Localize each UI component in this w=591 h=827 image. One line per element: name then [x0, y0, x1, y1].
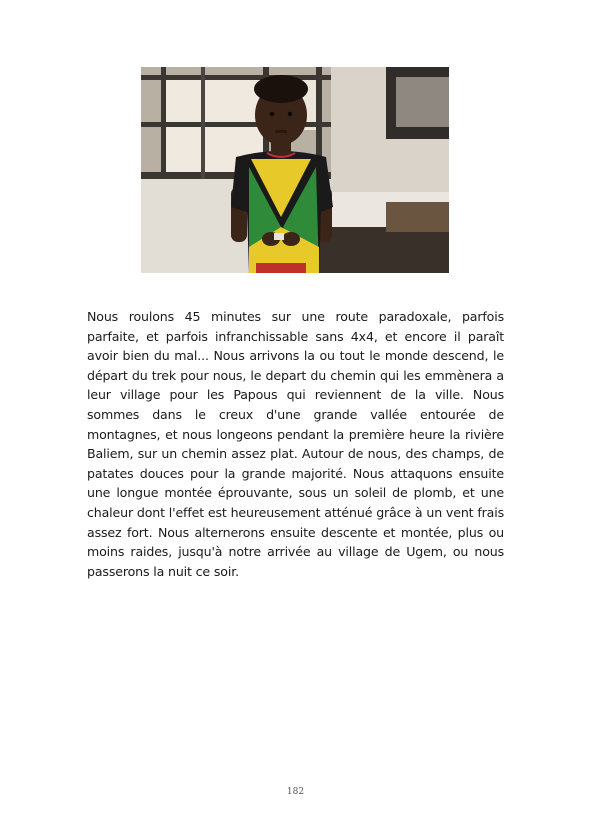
child-photo	[141, 67, 449, 273]
page-number: 182	[286, 787, 305, 797]
body-paragraph: Nous roulons 45 minutes sur une route paradoxale, parfois parfaite, et parfois infranchissable sans 4x4, et encore il paraît avoir bien du mal... Nous arrivons la ou tout le monde descend, le départ du trek pour nous, le depart du chemin qui les emmènera a leur village pour les Papous qui reviennent de la ville. Nous sommes dans le creux d'une grande vallée entourée de montagnes, et nous longeons pendant la première heure la rivière Baliem, sur un chemin assez plat. Autour de nous, des champs, de patates douces pour la grande majorité. Nous attaquons ensuite une longue montée éprouvante, sous un soleil de plomb, et une chaleur dont l'effet est heureusement atténué grâce à un vent frais assez fort. Nous alternerons ensuite descente et montée, plus ou moins raides, jusqu'à notre arrivée au village de Ugem, ou nous passerons la nuit ce soir.	[87, 309, 504, 579]
